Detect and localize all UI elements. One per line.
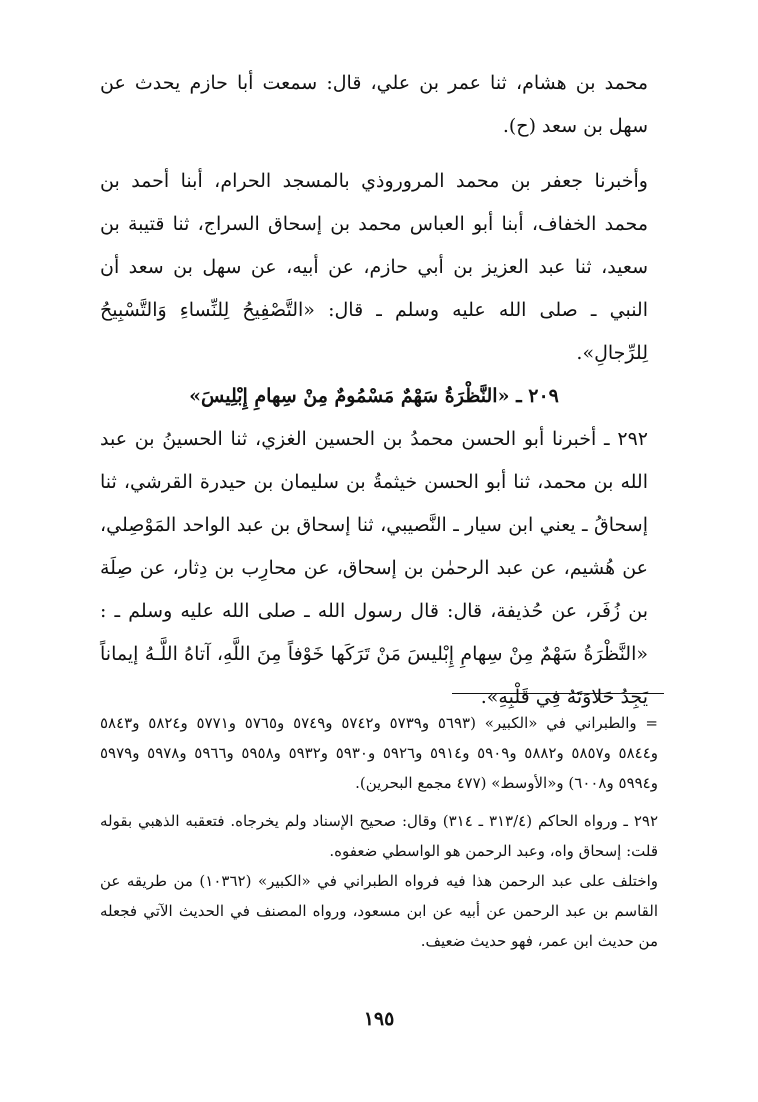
paragraph-hadith-292: ٢٩٢ ـ أخبرنا أبو الحسن محمدُ بن الحسين الغزي، ثنا الحسينُ بن عبد الله بن محمد، ثنا أبو الحسن خيثمةُ بن سليمان بن حيدرة القرشي، ثنا إسحاقُ ـ يعني ابن سيار ـ النَّصيبي، ثنا إسحاق بن عبد الواحد المَوْصِلي، عن هُشيم، عن عبد الرحمٰن بن إسحاق، عن محارِب بن دِثار، عن صِلَة بن زُفَر، عن حُذيفة، قال: قال رسول الله ـ صلى الله عليه وسلم ـ : «النَّظْرَةُ سَهْمٌ مِنْ سِهامِ إِبْليسَ مَنْ تَرَكَها خَوْفاً مِنَ اللَّهِ، آتاهُ اللَّـهُ إيماناً يَجِدُ حَلاوَتَهُ فِي قَلْبِهِ». [100,428,648,708]
paragraph-isnad-1: محمد بن هشام، ثنا عمر بن علي، قال: سمعت أبا حازم يحدث عن سهل بن سعد (ح). [100,72,648,137]
footnote-divider [452,693,664,694]
footnote-292: ٢٩٢ ـ ورواه الحاكم (٣١٣/٤ ـ ٣١٤) وقال: صحيح الإسناد ولم يخرجاه. فتعقبه الذهبي بقوله قلت: إسحاق واه، وعبد الرحمن هو الواسطي ضعفوه. [100,812,658,860]
main-text [100,62,648,719]
footnote-continuation: = والطبراني في «الكبير» (٥٦٩٣ و٥٧٣٩ و٥٧٤٢ و٥٧٤٩ و٥٧٦٥ و٥٧٧١ و٥٨٢٤ و٥٨٤٣ و٥٨٤٤ و٥٨٥٧ و٥٨٨٢ و٥٩٠٩ و٥٩١٤ و٥٩٢٦ و٥٩٣٠ و٥٩٣٢ و٥٩٥٨ و٥٩٦٦ و٥٩٧٨ و٥٩٧٩ و٥٩٩٤ و٦٠٠٨) و«الأوسط» (٤٧٧ مجمع البحرين). [100,714,659,792]
footnote-292-continued: واختلف على عبد الرحمن هذا فيه فرواه الطبراني في «الكبير» (١٠٣٦٢) من طريقه عن القاسم بن عبد الرحمن عن أبيه عن ابن مسعود، ورواه المصنف في الحديث الآتي فجعله من حديث ابن عمر، فهو حديث ضعيف. [100,872,659,950]
hadith-heading: ٢٠٩ ـ «النَّظْرَةُ سَهْمٌ مَسْمُومٌ مِنْ سِهامِ إِبْلِيسَ» [189,385,559,407]
paragraph-isnad-2: وأخبرنا جعفر بن محمد المروروذي بالمسجد الحرام، أبنا أحمد بن محمد الخفاف، أبنا أبو العباس محمد بن إسحاق السراج، ثنا قتيبة بن سعيد، ثنا عبد العزيز بن أبي حازم، عن أبيه، عن سهل بن سعد أن النبي ـ صلى الله عليه وسلم ـ قال: «التَّصْفِيحُ لِلنِّساءِ وَالتَّسْبِيحُ لِلرِّجالِ». [100,170,648,364]
footnotes [100,708,658,956]
page-number: ١٩٥ [363,1008,395,1030]
